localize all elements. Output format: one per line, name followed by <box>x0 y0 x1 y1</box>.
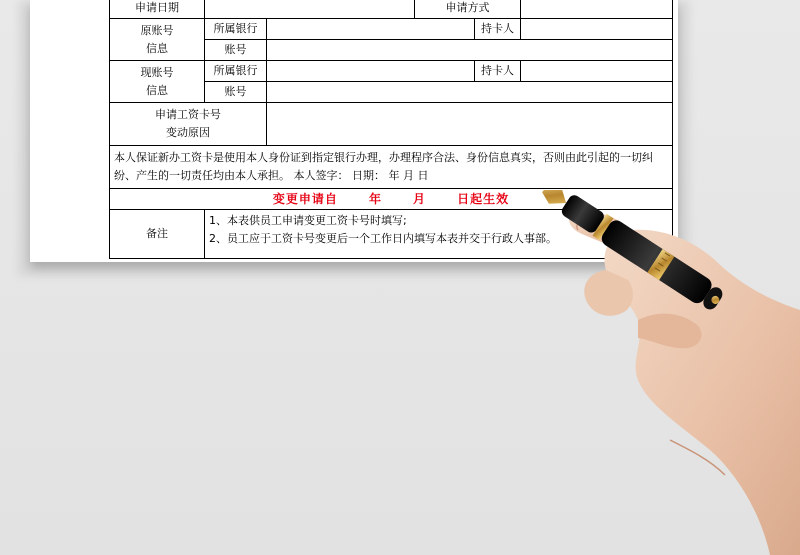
apply-method-label: 申请方式 <box>415 0 521 19</box>
reason-label <box>110 103 267 146</box>
apply-date-label: 申请日期 <box>110 0 205 19</box>
new-account-number-field[interactable] <box>267 82 673 103</box>
old-account-label-line1: 原账号 <box>140 23 174 37</box>
reason-row <box>110 103 673 146</box>
reason-field[interactable] <box>267 103 673 146</box>
old-bank-label: 所属银行 <box>205 19 267 40</box>
old-cardholder-label: 持卡人 <box>475 19 521 40</box>
remarks-label: 备注 <box>110 210 205 259</box>
new-account-label <box>110 61 205 103</box>
apply-date-row <box>110 0 673 19</box>
new-cardholder-field[interactable] <box>521 61 673 82</box>
effective-date-line: 变更申请自 年 月 日起生效 <box>110 189 673 210</box>
old-bank-field[interactable] <box>267 19 475 40</box>
new-cardholder-label: 持卡人 <box>475 61 521 82</box>
old-account-label-line2: 信息 <box>146 41 168 55</box>
old-account-number-label: 账号 <box>205 40 267 61</box>
reason-label-line1: 申请工资卡号 <box>155 108 221 121</box>
declaration-statement: 本人保证新办工资卡是使用本人身份证到指定银行办理，办理程序合法、身份信息真实，否则由此引起的一切纠纷、产生的一切责任均由本人承担。 本人签字： 日期： 年 月 日 <box>110 146 673 189</box>
note-2: 2、员工应于工资卡号变更后一个工作日内填写本表并交于行政人事部。 <box>209 232 557 245</box>
reason-label-line2: 变动原因 <box>166 126 210 139</box>
new-account-label-line1: 现账号 <box>140 65 174 79</box>
new-bank-field[interactable] <box>267 61 475 82</box>
new-bank-row <box>110 61 673 82</box>
new-account-number-label: 账号 <box>205 82 267 103</box>
old-account-number-field[interactable] <box>267 40 673 61</box>
apply-date-field[interactable] <box>205 0 415 19</box>
old-bank-row <box>110 19 673 40</box>
new-bank-label: 所属银行 <box>205 61 267 82</box>
apply-method-field[interactable] <box>521 0 673 19</box>
note-1: 1、本表供员工申请变更工资卡号时填写; <box>209 214 407 227</box>
old-account-label <box>110 19 205 61</box>
statement-row <box>110 146 673 189</box>
new-account-label-line2: 信息 <box>146 83 168 97</box>
hand-with-pen-illustration <box>520 190 800 555</box>
old-cardholder-field[interactable] <box>521 19 673 40</box>
